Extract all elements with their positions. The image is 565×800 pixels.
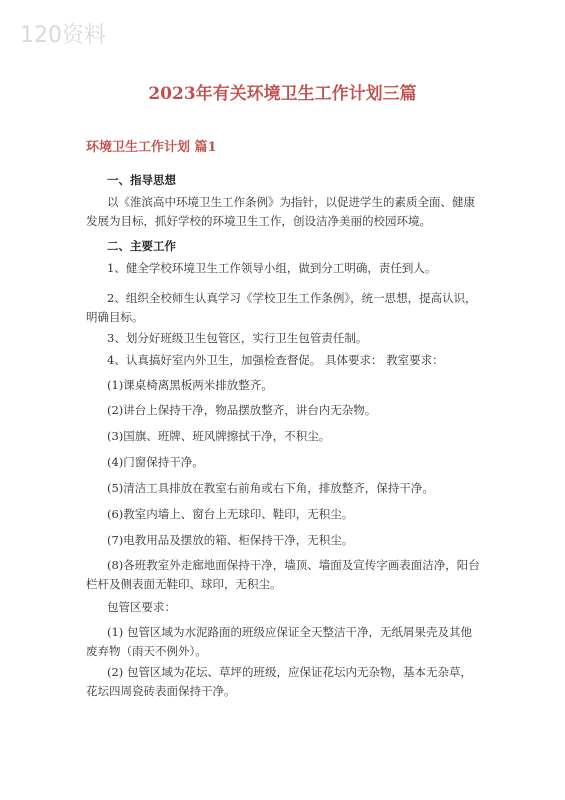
paragraph-line: (1)课桌椅离黑板两米排放整齐。 — [107, 378, 273, 392]
list-item — [86, 479, 478, 498]
paragraph-line: 以《淮滨高中环境卫生工作条例》为指针，以促进学生的素质全面、健康 — [107, 195, 475, 209]
paragraph-line: 废弃物（雨天不例外）。 — [86, 644, 207, 658]
paragraph-line: 发展为目标，抓好学校的环境卫生工作，创设洁净美丽的校园环境。 — [86, 214, 431, 228]
paragraph-line: 明确目标。 — [86, 310, 144, 324]
section-heading: 环境卫生工作计划 篇1 — [86, 140, 217, 155]
paragraph-line: (4)门窗保持干净。 — [107, 455, 204, 469]
list-item — [86, 376, 478, 395]
paragraph-line: (2) 包管区域为花坛、草坪的班级，应保证花坛内无杂物，基本无杂草， — [107, 665, 472, 679]
list-item — [86, 401, 478, 420]
list-item — [86, 556, 478, 594]
paragraph-line: 1、健全学校环境卫生工作领导小组，做到分工明确，责任到人。 — [107, 261, 437, 275]
paragraph-line: (2)讲台上保持干净，物品摆放整齐，讲台内无杂物。 — [107, 403, 377, 417]
list-item — [86, 663, 478, 701]
paragraph-line: 包管区要求： — [107, 600, 176, 614]
paragraph-line: 3、划分好班级卫生包管区，实行卫生包管责任制。 — [107, 331, 368, 345]
paragraph-line: (8)各班教室外走廊地面保持干净，墙顶、墙面及宣传字画表面洁净，阳台 — [107, 558, 480, 572]
paragraph-guiding-thought — [86, 193, 478, 231]
paragraph-line: 2、组织全校师生认真学习《学校卫生工作条例》，统一思想，提高认识， — [107, 291, 477, 305]
list-item — [86, 329, 478, 348]
list-item — [86, 351, 478, 370]
paragraph-line: (1) 包管区域为水泥路面的班级应保证全天整洁干净，无纸屑果壳及其他 — [107, 625, 472, 639]
list-item — [86, 453, 478, 472]
list-item — [86, 289, 478, 327]
subheading-main-work: 二、主要工作 — [107, 239, 176, 253]
list-item — [86, 623, 478, 661]
list-item — [86, 427, 478, 446]
watermark-logo: 120资料 — [20, 23, 106, 48]
paragraph-line: (6)教室内墙上、窗台上无球印、鞋印，无积尘。 — [107, 507, 354, 521]
area-requirements-heading — [86, 598, 478, 617]
list-item — [86, 259, 478, 278]
list-item — [86, 505, 478, 524]
document-title: 2023年有关环境卫生工作计划三篇 — [148, 84, 417, 104]
paragraph-line: 4、认真搞好室内外卫生，加强检查督促。 具体要求： 教室要求： — [107, 353, 444, 367]
subheading-guiding-thought: 一、指导思想 — [107, 173, 176, 187]
paragraph-line: (7)电教用品及摆放的箱、柜保持干净，无积尘。 — [107, 533, 354, 547]
paragraph-line: (3)国旗、班牌、班风牌擦拭干净，不积尘。 — [107, 429, 331, 443]
paragraph-line: 栏杆及侧表面无鞋印、球印，无积尘。 — [86, 577, 282, 591]
paragraph-line: (5)清洁工具排放在教室右前角或右下角，排放整齐，保持干净。 — [107, 481, 434, 495]
paragraph-line: 花坛四周瓷砖表面保持干净。 — [86, 684, 236, 698]
list-item — [86, 531, 478, 550]
